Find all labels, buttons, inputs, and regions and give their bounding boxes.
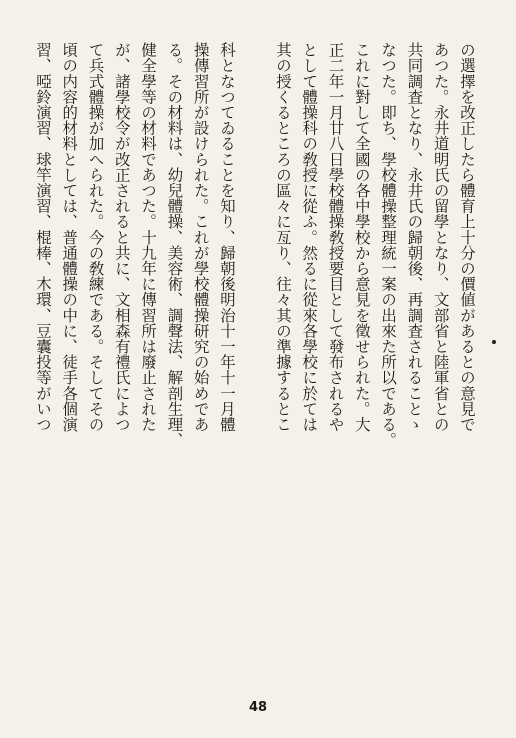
text-column: 操傳習所が設けられた。これが學校體操研究の始めであ xyxy=(191,42,210,432)
text-column: の選擇を改正したら體育上十分の價値があるとの意見で xyxy=(458,42,476,432)
text-column: る。その材料は、幼兒體操、美容術、調聲法、解剖生理、 xyxy=(165,42,184,448)
text-column: として體操科の敎授に從ふ。然るに從來各學校に於ては xyxy=(300,42,319,432)
text-column: 科となつてゐることを知り、歸朝後明治十一年十一月體 xyxy=(218,42,236,432)
text-column: て兵式體操が加へられた。今の敎練である。そしてその xyxy=(86,42,105,432)
text-column xyxy=(268,42,270,664)
text-column: あつた。永井道明氏の留學となり、文部省と陸軍省との xyxy=(431,42,450,432)
text-column: 其の授くるところの區々に亙り、往々其の準據するとこ xyxy=(273,42,292,432)
right-text-block xyxy=(268,42,480,664)
text-column: これに對して全國の各中學校から意見を徵せられた。大 xyxy=(352,42,371,432)
text-column: 正二年一月廿八日學校體操敎授要目として發布されるや xyxy=(326,42,345,432)
text-column: 共同調査となり、永井氏の歸朝後、再調査されることゝ xyxy=(405,42,424,432)
page-number: 48 xyxy=(248,700,268,715)
left-text-block xyxy=(30,42,240,664)
text-column: が、諸學校令が改正されると共に、文相森有禮氏によつ xyxy=(112,42,131,432)
margin-dot-mark xyxy=(492,340,496,344)
text-column: 健全學等の材料であつた。十九年に傳習所は廢止された xyxy=(139,42,158,432)
text-column: 頃の内容的材料としては、普通體操の中に、徒手各個演 xyxy=(60,42,79,432)
text-column: なつた。即ち、學校體操整理統一案の出來た所以である。 xyxy=(379,42,398,448)
text-column: 習、啞鈴演習、球竿演習、棍棒、木環、豆囊投等がいつ xyxy=(33,42,52,432)
